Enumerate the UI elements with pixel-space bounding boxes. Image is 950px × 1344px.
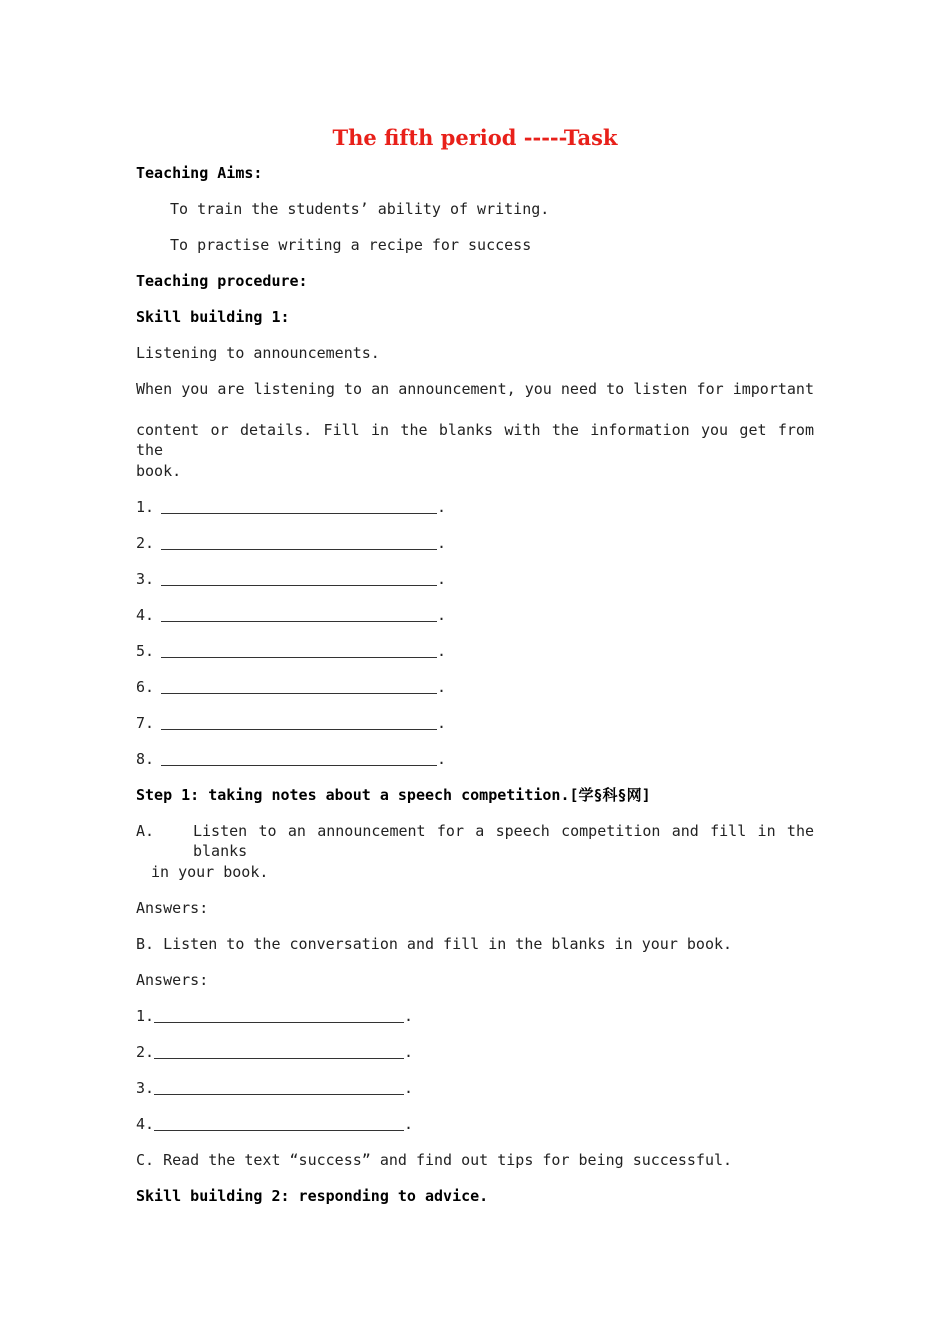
answer-blank[interactable]	[161, 729, 437, 730]
blank-period: .	[437, 678, 447, 696]
answer-blank[interactable]	[161, 585, 437, 586]
blank-number: 5.	[136, 642, 155, 660]
blank-number: 3.	[136, 1079, 155, 1097]
answer-blank[interactable]	[154, 1094, 404, 1095]
page-title: The fifth period -----Task	[332, 125, 618, 150]
answer-blank[interactable]	[161, 513, 437, 514]
skill1-paragraph-line-2: content or details. Fill in the blanks with the information you get from the	[136, 421, 814, 459]
blank-number: 2.	[136, 534, 155, 552]
step1-a-line-1: Listen to an announcement for a speech competition and fill in the blanks	[193, 822, 814, 860]
blank-number: 1.	[136, 498, 155, 516]
answer-blank[interactable]	[161, 621, 437, 622]
blank-period: .	[404, 1007, 414, 1025]
step1-a-line-2: in your book.	[151, 863, 269, 881]
answers-label-b: Answers:	[136, 971, 209, 989]
blank-period: .	[437, 570, 447, 588]
answers-label-a: Answers:	[136, 899, 209, 917]
blank-period: .	[437, 534, 447, 552]
blank-number: 2.	[136, 1043, 155, 1061]
aim-item-1: To train the students’ ability of writing.	[170, 200, 550, 218]
blank-number: 6.	[136, 678, 155, 696]
blank-period: .	[437, 606, 447, 624]
skill2-heading: Skill building 2: responding to advice.	[136, 1187, 489, 1205]
answer-blank[interactable]	[161, 657, 437, 658]
blank-period: .	[437, 714, 447, 732]
skill1-paragraph-line-3: book.	[136, 462, 182, 480]
step1-a-label: A.	[136, 822, 155, 840]
aim-item-2: To practise writing a recipe for success	[170, 236, 532, 254]
blank-period: .	[404, 1043, 414, 1061]
blank-number: 1.	[136, 1007, 155, 1025]
blank-period: .	[404, 1115, 414, 1133]
skill1-heading: Skill building 1:	[136, 308, 290, 326]
step1-b-text: B. Listen to the conversation and fill in the blanks in your book.	[136, 935, 733, 953]
procedure-heading: Teaching procedure:	[136, 272, 308, 290]
skill1-intro: Listening to announcements.	[136, 344, 380, 362]
answer-blank[interactable]	[154, 1130, 404, 1131]
answer-blank[interactable]	[161, 765, 437, 766]
answer-blank[interactable]	[154, 1058, 404, 1059]
blank-period: .	[437, 750, 447, 768]
blank-number: 4.	[136, 606, 155, 624]
blank-number: 7.	[136, 714, 155, 732]
answer-blank[interactable]	[161, 693, 437, 694]
blank-period: .	[404, 1079, 414, 1097]
step1-c-text: C. Read the text “success” and find out tips for being successful.	[136, 1151, 733, 1169]
step1-heading: Step 1: taking notes about a speech competition.[学§科§网]	[136, 786, 651, 804]
skill1-paragraph-line-1: When you are listening to an announcement, you need to listen for important	[136, 380, 814, 398]
aims-heading: Teaching Aims:	[136, 164, 263, 182]
answer-blank[interactable]	[154, 1022, 404, 1023]
blank-number: 4.	[136, 1115, 155, 1133]
blank-number: 3.	[136, 570, 155, 588]
blank-number: 8.	[136, 750, 155, 768]
blank-period: .	[437, 642, 447, 660]
answer-blank[interactable]	[161, 549, 437, 550]
blank-period: .	[437, 498, 447, 516]
